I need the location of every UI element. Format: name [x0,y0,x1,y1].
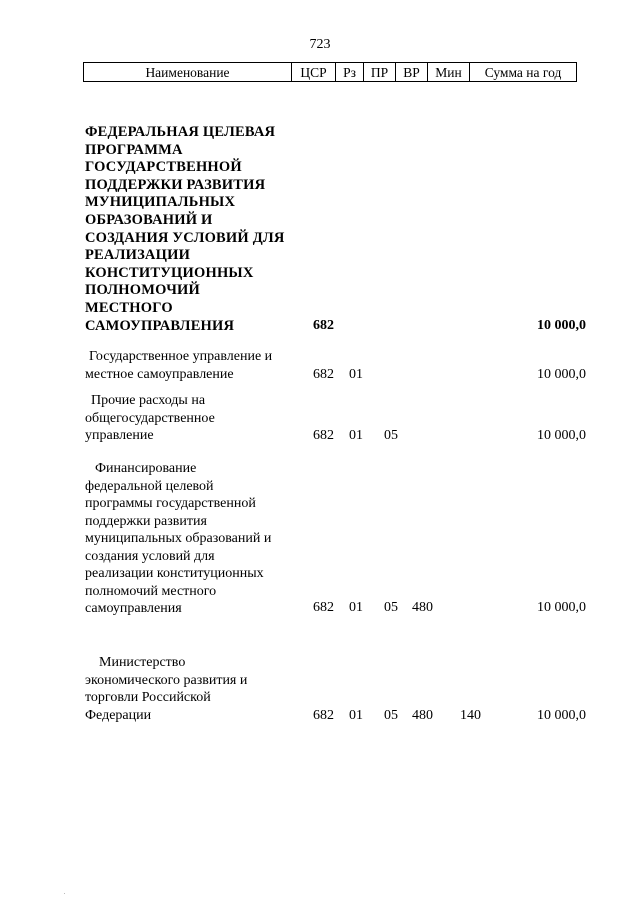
row-rz: 01 [349,428,363,443]
row-name-line: местное самоуправление [85,366,234,382]
row-name-line: программы государственной [85,496,256,511]
header-min: Мин [428,63,470,81]
row-name-line: поддержки развития [85,513,207,529]
row-name-line: Министерство [99,655,186,670]
row-vr: 480 [412,600,433,615]
row-name-line: управление [85,428,154,443]
row-vr: 480 [412,708,433,723]
row-name-line: ГОСУДАРСТВЕННОЙ [85,159,242,176]
row-name-line: ОБРАЗОВАНИЙ И [85,211,213,228]
row-name-line: КОНСТИТУЦИОННЫХ [85,264,254,281]
row-rz: 01 [349,708,363,723]
row-name-line: САМОУПРАВЛЕНИЯ [85,317,235,334]
row-name-line: реализации конституционных [85,566,264,581]
row-name-line: самоуправления [85,601,182,616]
row-name-line: МЕСТНОГО [85,299,173,316]
row-csr: 682 [313,600,334,615]
row-name-line: ПРОГРАММА [85,141,183,158]
row-name-line: полномочий местного [85,583,217,599]
row-rz: 01 [349,367,363,382]
row-name-line: экономического развития и [85,672,248,688]
row-sum: 10 000,0 [537,318,586,333]
row-name [85,124,300,335]
row-name-line: создания условий для [85,548,215,564]
row-name-line: РЕАЛИЗАЦИИ [85,247,191,264]
header-vr: ВР [396,63,428,81]
row-name [85,348,295,383]
row-name-line: ФЕДЕРАЛЬНАЯ ЦЕЛЕВАЯ [85,124,276,140]
row-name-line: общегосударственное [85,410,215,426]
row-name-line: торговли Российской [85,690,211,705]
row-name-line: Федерации [85,707,152,723]
row-name-line: ПОЛНОМОЧИЙ [85,282,200,299]
row-name-line: МУНИЦИПАЛЬНЫХ [85,194,236,211]
row-pr: 05 [384,600,398,615]
row-name-line: федеральной целевой [85,478,214,494]
row-csr: 682 [313,428,334,443]
row-csr: 682 [313,367,334,382]
row-sum: 10 000,0 [537,428,586,443]
row-name-line: Прочие расходы на [91,393,206,408]
table-header [83,62,577,82]
row-csr: 682 [313,708,334,723]
row-min: 140 [460,708,481,723]
row-name-line: Государственное управление и [89,349,273,364]
header-rz: Рз [336,63,364,81]
header-sum: Сумма на год [484,65,562,80]
row-sum: 10 000,0 [537,708,586,723]
row-pr: 05 [384,428,398,443]
header-name: Наименование [84,63,292,81]
row-name-line: СОЗДАНИЯ УСЛОВИЙ ДЛЯ [85,229,285,246]
row-name-line: Финансирование [95,461,197,476]
page-number: 723 [309,37,331,52]
row-pr: 05 [384,708,398,723]
row-name-line: муниципальных образований и [85,531,272,546]
row-csr: 682 [313,318,334,333]
row-name [85,654,295,724]
scan-speck [64,893,65,894]
row-sum: 10 000,0 [537,600,586,615]
row-sum: 10 000,0 [537,367,586,382]
row-name-line: ПОДДЕРЖКИ РАЗВИТИЯ [85,176,266,193]
row-name [85,392,295,445]
header-pr: ПР [364,63,396,81]
row-rz: 01 [349,600,363,615]
header-csr: ЦСР [292,63,336,81]
row-name [85,460,295,618]
